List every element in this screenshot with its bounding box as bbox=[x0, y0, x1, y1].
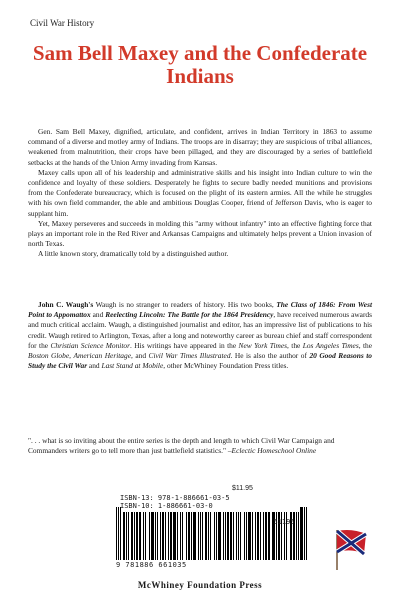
isbn10-label: ISBN-10: 1-886661-03-0 bbox=[120, 502, 213, 510]
author-bio-paragraph bbox=[28, 300, 372, 371]
bio-text: , the bbox=[358, 340, 372, 350]
bio-text: , and bbox=[130, 351, 149, 361]
bio-text: , bbox=[69, 351, 74, 361]
book-title-class-of-1846: The Class of 1846: From West Point to Appomattox bbox=[28, 300, 373, 320]
confederate-flag-icon bbox=[334, 528, 368, 570]
price-label: $11.95 bbox=[232, 485, 253, 492]
author-bio bbox=[28, 300, 372, 371]
barcode-number: 9 781886 661035 bbox=[116, 561, 187, 569]
bio-text: . His writings have appeared in the bbox=[129, 340, 239, 350]
bio-text: , other McWhiney Foundation Press titles. bbox=[163, 361, 289, 371]
ean5-code: 51195 bbox=[273, 518, 295, 526]
description-paragraph: A little known story, dramatically told by a distinguished author. bbox=[38, 249, 229, 259]
publication-name: American Heritage bbox=[73, 351, 131, 361]
description-paragraph: Yet, Maxey perseveres and succeeds in molding this "army without infantry" into an effective fighting force that plays an important role in the Red River and Arkansas Campaigns and ultimately helps prevent a Union invasion of north Texas. bbox=[28, 218, 372, 249]
book-title-20-good-reasons: 20 Good Reasons to Study the Civil War bbox=[28, 351, 372, 371]
bio-text: and bbox=[90, 310, 106, 320]
publication-name: New York Times bbox=[238, 340, 288, 350]
bio-text: and bbox=[87, 361, 102, 371]
bio-text: . He is also the author of bbox=[230, 351, 310, 361]
review-quote bbox=[28, 436, 372, 456]
description-paragraph: Gen. Sam Bell Maxey, dignified, articulate, and confident, arrives in Indian Territory in 1863 to assume command of a diverse and motley army of Indians. The troops are in disarray; they are suspicious of tribal alliances, weakened from malnutrition, their crops have been pillaged, and they are discouraged by a series of battlefield setbacks at the hands of the Union Army invading from Kansas. bbox=[28, 127, 372, 167]
description bbox=[28, 127, 372, 260]
book-title-reelecting-lincoln: Reelecting Lincoln: The Battle for the 1864 Presidency bbox=[105, 310, 274, 320]
isbn13-label: ISBN-13: 978-1-886661-03-5 bbox=[120, 494, 230, 502]
quote-source: –Eclectic Homeschool Online bbox=[227, 446, 317, 456]
publication-name: Los Angeles Times bbox=[302, 340, 359, 350]
publisher-name: McWhiney Foundation Press bbox=[137, 580, 263, 590]
book-title: Sam Bell Maxey and the Confederate Indians bbox=[32, 41, 368, 88]
barcode-block bbox=[116, 494, 308, 572]
bio-text: Waugh is no stranger to readers of history. His two books, bbox=[93, 300, 277, 309]
bio-text: , have received numerous awards and much critical acclaim. Waugh, a distinguished journalist and editor, has an impressive list of publications to his credit. Waugh retired to Arlington, Texas, after a long and noteworthy career as bureau chief and staff correspondent for the bbox=[28, 310, 372, 350]
category-label: Civil War History bbox=[30, 18, 95, 28]
bio-text: , the bbox=[287, 340, 303, 350]
publication-name: Boston Globe bbox=[28, 351, 70, 361]
publication-name: Christian Science Monitor bbox=[50, 340, 130, 350]
book-title-last-stand: Last Stand at Mobile bbox=[101, 361, 164, 371]
publication-name: Civil War Times Illustrated bbox=[148, 351, 231, 361]
description-paragraph: Maxey calls upon all of his leadership and administrative skills and his insight into Indian culture to win the confidence and loyalty of these soldiers. Desperately he fights to secure badly needed munitions and provisions from the Confederate bureaucracy, which is focused on the plight of its eastern armies. All the while he struggles with his own field commander, the able and ambitious Douglas Cooper, friend of Jefferson Davis, who is eager to supplant him. bbox=[28, 167, 372, 218]
quote-text: ". . . what is so inviting about the entire series is the depth and length to which Civil War Campaign and Commanders writers go to tell more than just battlefield statistics." bbox=[28, 436, 335, 456]
author-name: John C. Waugh's bbox=[38, 300, 94, 309]
